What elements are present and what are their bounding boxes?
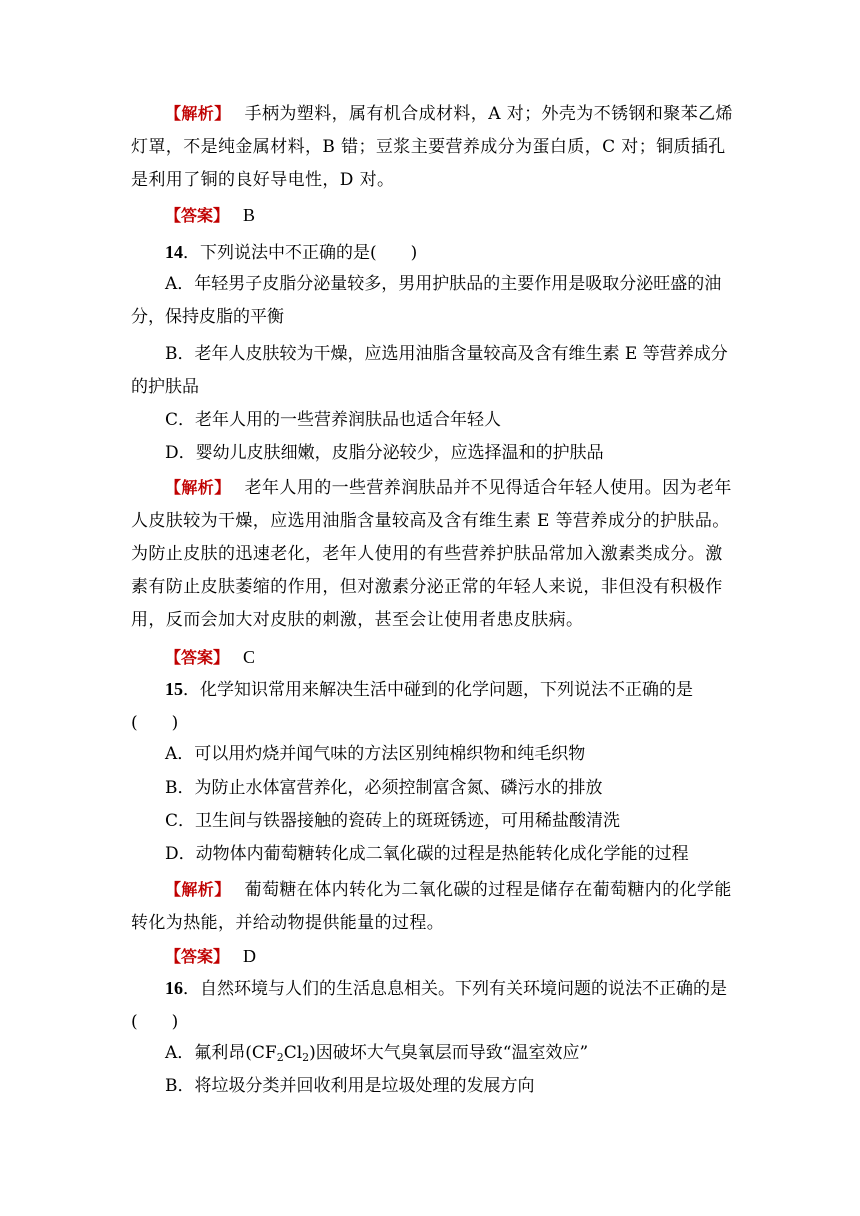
- question-15-stem: [131, 673, 733, 740]
- option-a-suffix: )因破坏大气臭氧层而导致“温室效应”: [309, 1043, 589, 1063]
- analysis-paragraph-q14: [131, 471, 733, 637]
- question-14-stem: [131, 236, 733, 270]
- answer-label: 【答案】: [165, 206, 230, 225]
- analysis-label: 【解析】: [165, 478, 231, 497]
- analysis-text-q13: 手柄为塑料，属有机合成材料，A 对；外壳为不锈钢和聚苯乙烯灯罩，不是纯金属材料，B 错；豆浆主要营养成分为蛋白质，C 对；铜质插孔是利用了铜的良好导电性，D 对。: [131, 104, 733, 190]
- answer-line-q15: [131, 940, 733, 974]
- question-15-text: ．化学知识常用来解决生活中碰到的化学问题，下列说法不正确的是( ): [131, 680, 693, 733]
- question-15-option-a: A．可以用灼烧并闻气味的方法区别纯棉织物和纯毛织物: [165, 744, 586, 764]
- answer-line-q13: [131, 199, 733, 233]
- answer-value-q14: C: [243, 647, 256, 667]
- analysis-text-q14: 老年人用的一些营养润肤品并不见得适合年轻人使用。因为老年人皮肤较为干燥，应选用油脂含量较高及含有维生素 E 等营养成分的护肤品。为防止皮肤的迅速老化，老年人使用的有些营养护肤品常加入激素类成分。激素有防止皮肤萎缩的作用，但对激素分泌正常的年轻人来说，非但没有积极作用，反而会加大对皮肤的刺激，甚至会让使用者患皮肤病。: [131, 478, 732, 630]
- question-16-text: ．自然环境与人们的生活息息相关。下列有关环境问题的说法不正确的是( ): [131, 979, 727, 1032]
- answer-value-q13: B: [243, 205, 256, 225]
- question-14-option-a: A．年轻男子皮脂分泌量较多，男用护肤品的主要作用是吸取分泌旺盛的油分，保持皮脂的平衡: [131, 274, 722, 327]
- option-a-middle: Cl: [283, 1043, 303, 1063]
- analysis-label: 【解析】: [165, 104, 231, 123]
- question-15-option-b: B．为防止水体富营养化，必须控制富含氮、磷污水的排放: [165, 778, 603, 798]
- question-number-15: 15: [165, 679, 183, 699]
- option-a-prefix: A．氟利昂(CF: [165, 1043, 277, 1063]
- question-14-option-b: B．老年人皮肤较为干燥，应选用油脂含量较高及含有维生素 E 等营养成分的护肤品: [131, 344, 728, 397]
- option-a-subscript-1: 2: [276, 1051, 284, 1064]
- question-14-text: ．下列说法中不正确的是( ): [183, 243, 418, 263]
- analysis-label: 【解析】: [165, 880, 231, 899]
- answer-value-q15: D: [243, 946, 257, 966]
- question-14-option-c: C．老年人用的一些营养润肤品也适合年轻人: [165, 410, 502, 430]
- option-a-subscript-2: 2: [302, 1051, 310, 1064]
- analysis-paragraph-q15: [131, 873, 733, 940]
- question-16-option-a: [131, 1037, 733, 1070]
- answer-label: 【答案】: [165, 648, 230, 667]
- question-15-option-c: C．卫生间与铁器接触的瓷砖上的斑斑锈迹，可用稀盐酸清洗: [165, 811, 621, 831]
- answer-line-q14: [131, 641, 733, 675]
- question-16-stem: [131, 972, 733, 1039]
- question-14-option-d: D．婴幼儿皮肤细嫩，皮脂分泌较少，应选择温和的护肤品: [165, 443, 604, 463]
- answer-label: 【答案】: [165, 947, 230, 966]
- question-16-option-b: B．将垃圾分类并回收利用是垃圾处理的发展方向: [165, 1076, 535, 1096]
- question-number-16: 16: [165, 978, 183, 998]
- analysis-paragraph-q13: [131, 97, 733, 197]
- question-15-option-d: D．动物体内葡萄糖转化成二氧化碳的过程是热能转化成化学能的过程: [165, 844, 689, 864]
- question-number-14: 14: [165, 242, 183, 262]
- analysis-text-q15: 葡萄糖在体内转化为二氧化碳的过程是储存在葡萄糖内的化学能转化为热能，并给动物提供能量的过程。: [131, 880, 732, 933]
